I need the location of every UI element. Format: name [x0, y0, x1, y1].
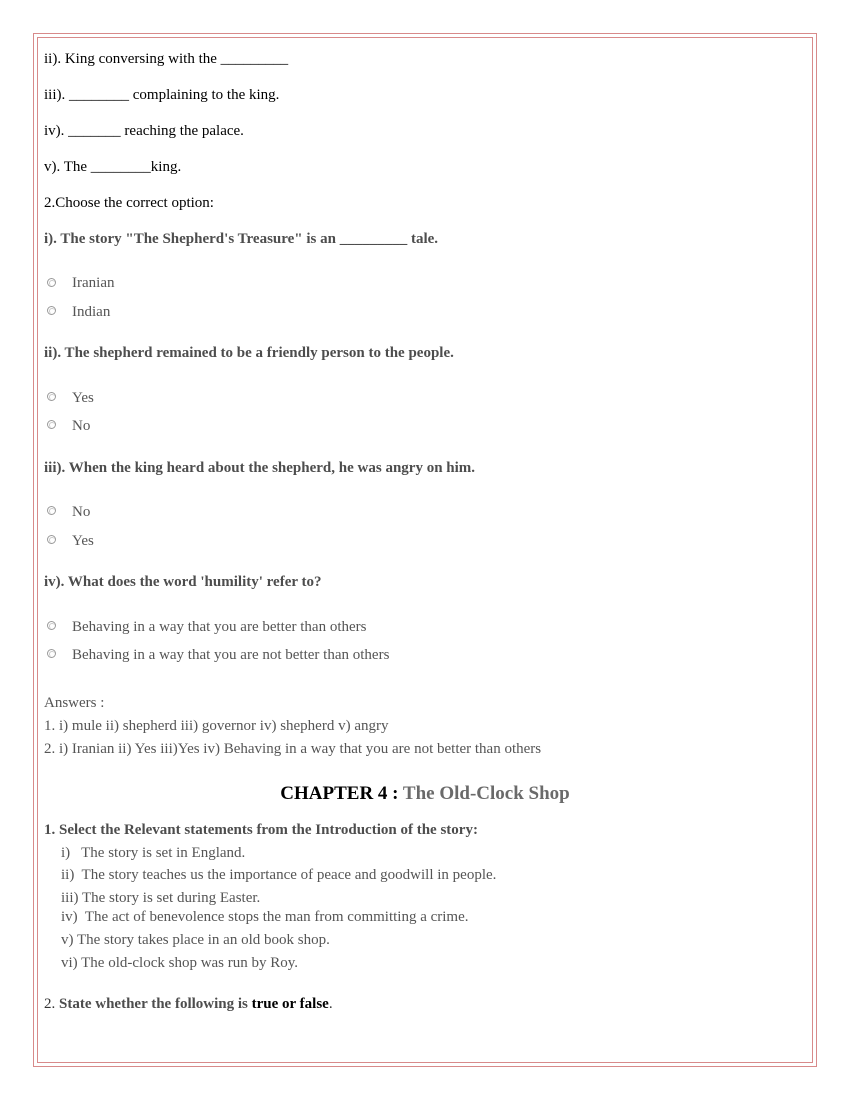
radio-option[interactable]	[47, 392, 56, 401]
fill-item: v). The ________king.	[44, 159, 182, 175]
radio-option[interactable]	[47, 420, 56, 429]
statement-item: vi) The old-clock shop was run by Roy.	[61, 955, 299, 971]
option-label: Yes	[72, 390, 94, 406]
option-label: Behaving in a way that you are better than others	[72, 619, 367, 635]
chapter-label: CHAPTER 4 :	[280, 783, 403, 804]
option-label: No	[72, 418, 91, 434]
fill-item: ii). King conversing with the _________	[44, 51, 289, 67]
statement-item: ii) The story teaches us the importance of peace and goodwill in people.	[61, 867, 497, 883]
statement-item: iii) The story is set during Easter.	[61, 890, 261, 906]
section-title: 1. Select the Relevant statements from the Introduction of the story:	[44, 822, 478, 838]
mcq-question: i). The story "The Shepherd's Treasure" is an _________ tale.	[44, 231, 439, 247]
fill-item: iv). _______ reaching the palace.	[44, 123, 244, 139]
radio-option[interactable]	[47, 621, 56, 630]
answers-line: 1. i) mule ii) shepherd iii) governor iv) shepherd v) angry	[44, 718, 389, 734]
option-label: Iranian	[72, 275, 115, 291]
tf-end: .	[328, 996, 333, 1012]
radio-option[interactable]	[47, 649, 56, 658]
mcq-question: iii). When the king heard about the shepherd, he was angry on him.	[44, 460, 476, 476]
radio-option[interactable]	[47, 506, 56, 515]
chapter-heading	[0, 783, 850, 805]
answers-line: 2. i) Iranian ii) Yes iii)Yes iv) Behaving in a way that you are not better than others	[44, 741, 542, 757]
true-false-heading	[44, 996, 333, 1013]
mcq-question: ii). The shepherd remained to be a friendly person to the people.	[44, 345, 454, 361]
mcq-question: iv). What does the word 'humility' refer to?	[44, 574, 322, 590]
radio-option[interactable]	[47, 278, 56, 287]
tf-emphasis: true or false	[251, 996, 329, 1012]
fill-item: iii). ________ complaining to the king.	[44, 87, 280, 103]
option-label: Behaving in a way that you are not better than others	[72, 647, 390, 663]
statement-item: v) The story takes place in an old book shop.	[61, 932, 330, 948]
tf-text: State whether the following is	[59, 996, 252, 1012]
option-label: Yes	[72, 533, 94, 549]
tf-number: 2.	[44, 996, 59, 1012]
answers-heading: Answers :	[44, 695, 105, 711]
radio-option[interactable]	[47, 306, 56, 315]
chapter-title: The Old-Clock Shop	[402, 783, 570, 804]
statement-item: i) The story is set in England.	[61, 845, 246, 861]
statement-item: iv) The act of benevolence stops the man from committing a crime.	[61, 909, 469, 925]
radio-option[interactable]	[47, 535, 56, 544]
section-heading: 2.Choose the correct option:	[44, 195, 214, 211]
option-label: No	[72, 504, 91, 520]
option-label: Indian	[72, 304, 111, 320]
